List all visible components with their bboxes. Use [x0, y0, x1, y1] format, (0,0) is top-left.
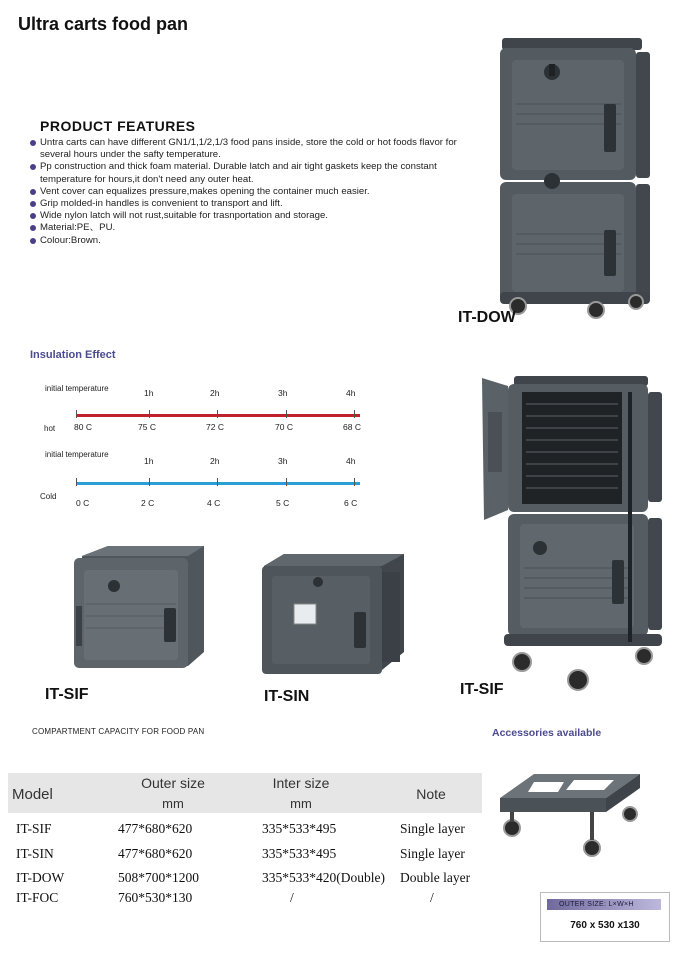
- open-cart-illustration: [478, 372, 668, 702]
- row-4-outer: 760*530*130: [118, 890, 193, 905]
- cold-tick: [76, 478, 77, 486]
- cold-hour-3: 3h: [278, 456, 288, 466]
- cold-hour-4: 4h: [346, 456, 356, 466]
- row-3-outer: 508*700*1200: [118, 870, 199, 885]
- dolly-illustration: [494, 768, 644, 864]
- th-inter-size: Inter size: [272, 775, 330, 791]
- th-note: Note: [416, 786, 446, 802]
- row-2-outer: 477*680*620: [118, 846, 193, 861]
- size-band: [547, 899, 661, 910]
- accessory-size-box: [540, 892, 670, 942]
- feature-item: Colour:Brown.: [30, 235, 460, 247]
- page-title: Ultra carts food pan: [18, 14, 189, 34]
- cold-value-2: 4 C: [207, 498, 221, 508]
- hot-hour-4: 4h: [346, 388, 356, 398]
- th-inter-unit: mm: [290, 796, 312, 811]
- cold-value-0: 0 C: [76, 498, 90, 508]
- hot-initial-temperature-label: initial temperature: [45, 384, 109, 393]
- insulation-title: Insulation Effect: [30, 349, 116, 361]
- row-4-inter: /: [290, 890, 294, 905]
- cold-tick: [149, 478, 150, 486]
- double-cart-illustration: [496, 34, 656, 319]
- cold-initial-temperature-label: initial temperature: [45, 450, 109, 459]
- hot-tick: [76, 410, 77, 418]
- feature-item: Vent cover can equalizes pressure,makes opening the container much easier.: [30, 186, 460, 198]
- model-label-it-sin: IT-SIN: [264, 688, 310, 705]
- row-2-note: Single layer: [400, 846, 465, 861]
- feature-item: Untra carts can have different GN1/1,1/2,1/3 food pans inside, store the cold or hot foods flavor for several hours under the safty temperature.: [30, 137, 460, 161]
- cold-tick: [217, 478, 218, 486]
- model-label-it-dow: IT-DOW: [458, 309, 516, 326]
- model-label-it-sif-left: IT-SIF: [45, 686, 89, 703]
- cold-tick: [286, 478, 287, 486]
- outer-size-band-label: OUTER SIZE: L×W×H: [559, 901, 634, 908]
- hot-value-2: 72 C: [206, 422, 224, 432]
- cold-value-3: 5 C: [276, 498, 290, 508]
- row-4-note: /: [430, 890, 434, 905]
- cold-label: Cold: [40, 492, 57, 501]
- cold-hour-1: 1h: [144, 456, 154, 466]
- feature-item: Grip molded-in handles is convenient to transport and lift.: [30, 198, 460, 210]
- row-1-outer: 477*680*620: [118, 821, 193, 836]
- cold-hour-2: 2h: [210, 456, 220, 466]
- hot-hour-1: 1h: [144, 388, 154, 398]
- th-outer-size: Outer size: [141, 775, 205, 791]
- hot-tick: [149, 410, 150, 418]
- row-1-note: Single layer: [400, 821, 465, 836]
- row-3-inter: 335*533*420(Double): [262, 870, 385, 885]
- th-outer-unit: mm: [162, 796, 184, 811]
- feature-item: Material:PE、PU.: [30, 222, 460, 234]
- it-dow-cart-image: [496, 34, 656, 319]
- cold-value-1: 2 C: [141, 498, 155, 508]
- capacity-title: COMPARTMENT CAPACITY FOR FOOD PAN: [32, 727, 205, 736]
- hot-value-0: 80 C: [74, 422, 92, 432]
- features-heading: PRODUCT FEATURES: [40, 118, 196, 134]
- cold-timeline-line: [76, 482, 360, 485]
- hot-tick: [354, 410, 355, 418]
- hot-hour-2: 2h: [210, 388, 220, 398]
- cold-tick: [354, 478, 355, 486]
- hot-hour-3: 3h: [278, 388, 288, 398]
- dolly-accessory-image: [494, 768, 644, 864]
- row-1-model: IT-SIF: [16, 821, 52, 836]
- hot-value-1: 75 C: [138, 422, 156, 432]
- row-3-model: IT-DOW: [16, 870, 65, 885]
- accessory-size-value: 760 x 530 x130: [570, 920, 640, 931]
- row-2-inter: 335*533*495: [262, 846, 337, 861]
- it-sin-cart-image: [258, 552, 406, 678]
- hot-tick: [217, 410, 218, 418]
- feature-item: Wide nylon latch will not rust,suitable for trasnportation and storage.: [30, 210, 460, 222]
- it-sif-cart-image: [68, 544, 210, 672]
- hot-label: hot: [44, 424, 56, 433]
- hot-tick: [286, 410, 287, 418]
- cold-value-4: 6 C: [344, 498, 358, 508]
- row-3-note: Double layer: [400, 870, 471, 885]
- row-1-inter: 335*533*495: [262, 821, 337, 836]
- row-4-model: IT-FOC: [16, 890, 59, 905]
- th-model: Model: [12, 786, 53, 803]
- hot-value-4: 68 C: [343, 422, 361, 432]
- single-cart-illustration: [68, 544, 210, 672]
- single-cart-window-illustration: [258, 552, 406, 678]
- accessories-title: Accessories available: [492, 727, 602, 739]
- row-2-model: IT-SIN: [16, 846, 54, 861]
- hot-timeline-line: [76, 414, 360, 417]
- features-list: [30, 137, 460, 247]
- feature-item: Pp construction and thick foam material. Durable latch and air tight gaskets keep the constant temperature for hours,it don't need any outer heat.: [30, 161, 460, 185]
- model-label-it-sif-right: IT-SIF: [460, 681, 504, 698]
- it-sif-open-cart-image: [478, 372, 668, 702]
- hot-value-3: 70 C: [275, 422, 293, 432]
